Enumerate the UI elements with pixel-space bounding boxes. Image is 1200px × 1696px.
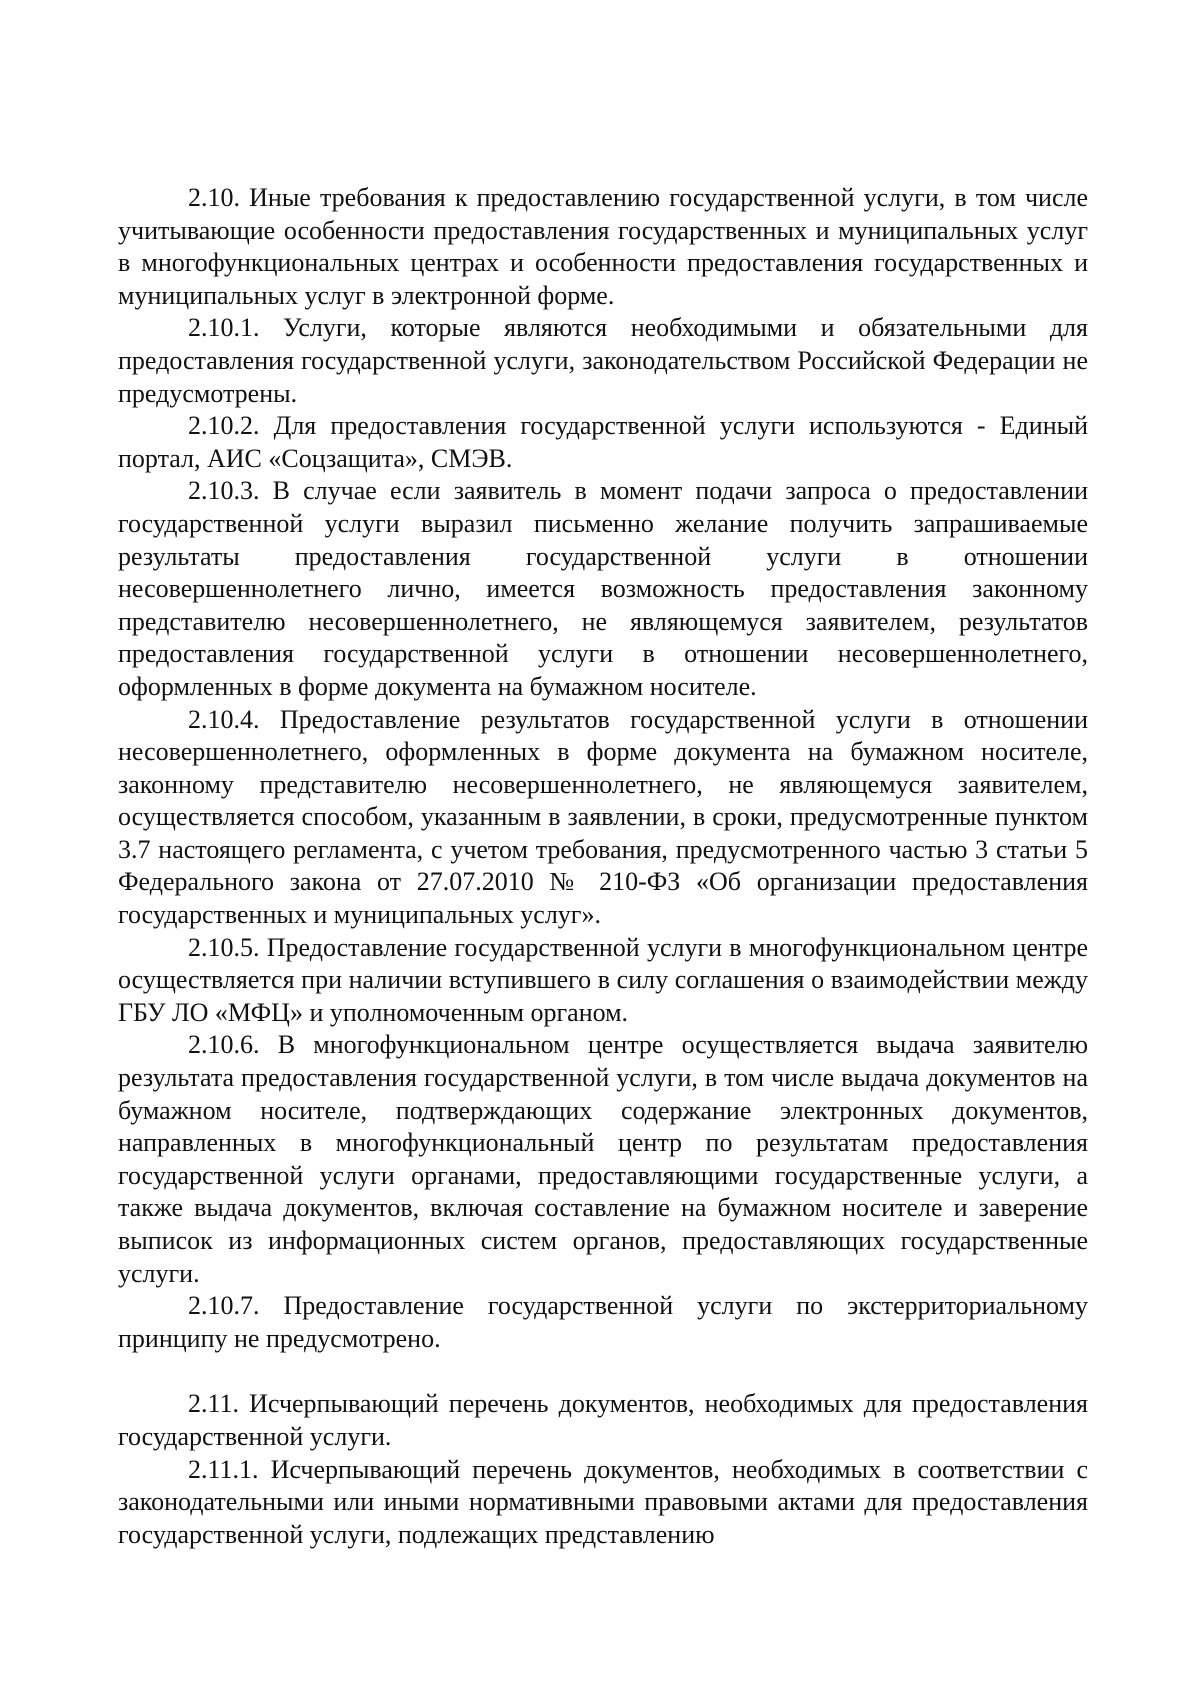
paragraph-2-10-3: 2.10.3. В случае если заявитель в момент подачи запроса о предоставлении государственной услуги выразил письменно желание получить запрашиваемые результаты предоставления государственной услуги в отношении несовершеннолетнего лично, имеется возможность предоставления законному представителю несовершеннолетнего, не являющемуся заявителем, результатов предоставления государственной услуги в отношении несовершеннолетнего, оформленных в форме документа на бумажном носителе. [118,476,1088,701]
paragraph-2-10: 2.10. Иные требования к предоставлению государственной услуги, в том числе учитывающие особенности предоставления государственных и муниципальных услуг в многофункциональных центрах и особенности предоставления государственных и муниципальных услуг в электронной форме. [118,183,1088,310]
paragraph-2-11-1: 2.11.1. Исчерпывающий перечень документов, необходимых в соответствии с законодательными или иными нормативными правовыми актами для предоставления государственной услуги, подлежащих представлению [118,1454,1088,1549]
paragraph-2-10-1: 2.10.1. Услуги, которые являются необходимыми и обязательными для предоставления государственной услуги, законодательством Российской Федерации не предусмотрены. [118,313,1088,408]
document-page [118,182,1088,1551]
paragraph-2-10-7: 2.10.7. Предоставление государственной услуги по экстерриториальному принципу не предусмотрено. [118,1291,1088,1353]
paragraph-2-11: 2.11. Исчерпывающий перечень документов, необходимых для предоставления государственной услуги. [118,1389,1088,1451]
paragraph-2-10-2: 2.10.2. Для предоставления государственной услуги используются - Единый портал, АИС «Соцзащита», СМЭВ. [118,411,1088,473]
paragraph-2-10-4: 2.10.4. Предоставление результатов государственной услуги в отношении несовершеннолетнего, оформленных в форме документа на бумажном носителе, законному представителю несовершеннолетнего, не являющемуся заявителем, осуществляется способом, указанным в заявлении, в сроки, предусмотренные пунктом 3.7 настоящего регламента, с учетом требования, предусмотренного частью 3 статьи 5 Федерального закона от 27.07.2010 № 210-ФЗ «Об организации предоставления государственных и муниципальных услуг». [118,704,1088,930]
paragraph-2-10-6: 2.10.6. В многофункциональном центре осуществляется выдача заявителю результата предоставления государственной услуги, в том числе выдача документов на бумажном носителе, подтверждающих содержание электронных документов, направленных в многофункциональный центр по результатам предоставления государственной услуги органами, предоставляющими государственные услуги, а также выдача документов, включая составление на бумажном носителе и заверение выписок из информационных систем органов, предоставляющих государственные услуги. [118,1030,1088,1288]
section-gap [118,1355,1088,1388]
paragraph-2-10-5: 2.10.5. Предоставление государственной услуги в многофункциональном центре осуществляется при наличии вступившего в силу соглашения о взаимодействии между ГБУ ЛО «МФЦ» и уполномоченным органом. [118,932,1088,1027]
